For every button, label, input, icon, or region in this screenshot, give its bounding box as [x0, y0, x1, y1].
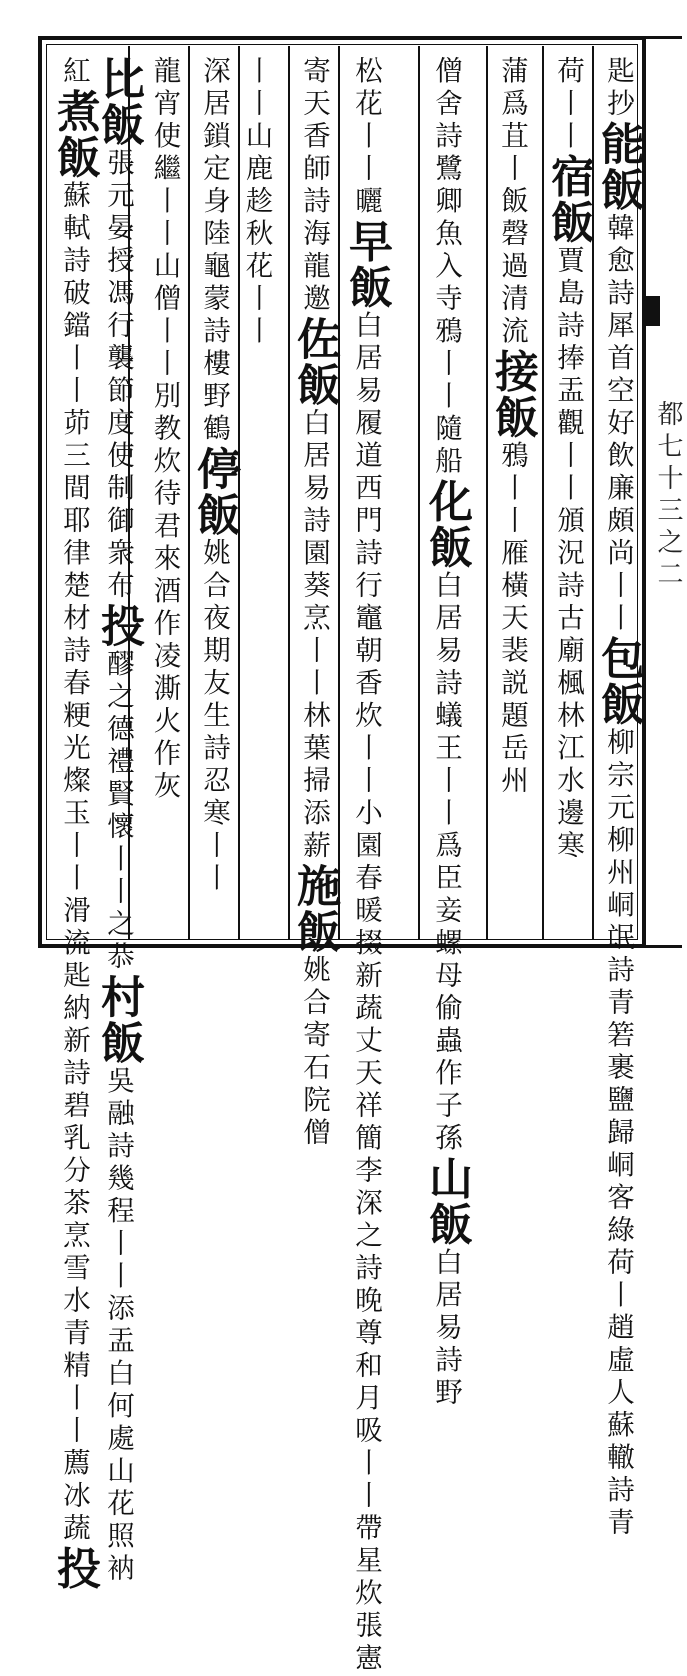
column-rule: [338, 46, 340, 939]
text-column-6: 寄天香師詩海龍邀佐飯白居易詩園葵烹丨丨林葉掃添薪施飯姚合寄石院僧: [289, 56, 340, 1150]
text-column-3: 蒲爲苴丨飯磬過清流接飯鴉丨丨雁橫天裴説題岳州: [487, 56, 538, 798]
text-column-2: 荷丨丨宿飯賈島詩捧盂觀丨丨頒況詩古廟楓林江水邊寒: [543, 56, 594, 863]
text-column-5: 松花丨丨曬早飯白居易履道西門詩行竈朝香炊丨丨小園春暖掇新蔬丈天祥簡李深之詩晚尊和月吸丨丨帶星炊張憲: [341, 56, 392, 1676]
text-column-11: 紅煮飯蘇軾詩破鐺丨丨茆三間耶律楚材詩春粳光燦玉丨丨滑流匙納新詩碧乳分茶烹雪水青精丨丨薦冰蔬投: [49, 56, 100, 1592]
headword: 煮飯: [49, 88, 100, 181]
text-column-9: 龍宵使繼丨丨山僧丨丨別教炊待君來酒作凌澌火作灰: [148, 56, 181, 804]
headword: 宿飯: [543, 153, 594, 246]
text-column-8: 深居鎖定身陸龜蒙詩樓野鶴停飯姚合夜期友生詩忍寒丨丨: [189, 56, 240, 896]
text-column-7: 丨丨山鹿趁秋花丨丨: [240, 56, 273, 349]
text-column-1: 匙抄能飯韓愈詩犀首空好飲廉頗尚丨丨包飯柳宗元柳州峒氓詩青箬裹鹽歸峒客綠荷丨趙虛人蘇轍詩青: [593, 56, 644, 1540]
column-rule: [288, 46, 290, 939]
headword: 投: [93, 603, 144, 649]
headword: 投: [49, 1545, 100, 1592]
text-column-4: 僧舍詩鷺卿魚入寺鴉丨丨隨船化飯白居易詩蟻王丨丨爲臣妾螺母偷蟲作子孫山飯白居易詩野: [421, 56, 472, 1410]
headword: 停飯: [189, 446, 240, 538]
column-rule: [486, 46, 488, 939]
headword: 山飯: [421, 1155, 472, 1248]
headword: 早飯: [341, 218, 392, 311]
edge-tab-marker: [644, 296, 660, 326]
margin-rule: [646, 36, 682, 39]
headword: 施飯: [289, 863, 340, 955]
margin-rule: [646, 945, 682, 948]
headword: 比飯: [93, 56, 144, 148]
column-rule: [418, 46, 420, 939]
margin-section-label: 都七十三之二: [653, 400, 683, 592]
headword: 佐飯: [289, 316, 340, 408]
headword: 能飯: [593, 121, 644, 213]
text-column-10: 比飯張元晏授馮行襲節度使制御衆布投醪之德禮賢懷丨丨之恭村飯吳融詩幾程丨丨添盂白何處山花照衲: [93, 56, 144, 1586]
headword: 包飯: [593, 635, 644, 728]
headword: 接飯: [487, 348, 538, 441]
headword: 化飯: [421, 478, 472, 571]
headword: 村飯: [93, 974, 144, 1066]
